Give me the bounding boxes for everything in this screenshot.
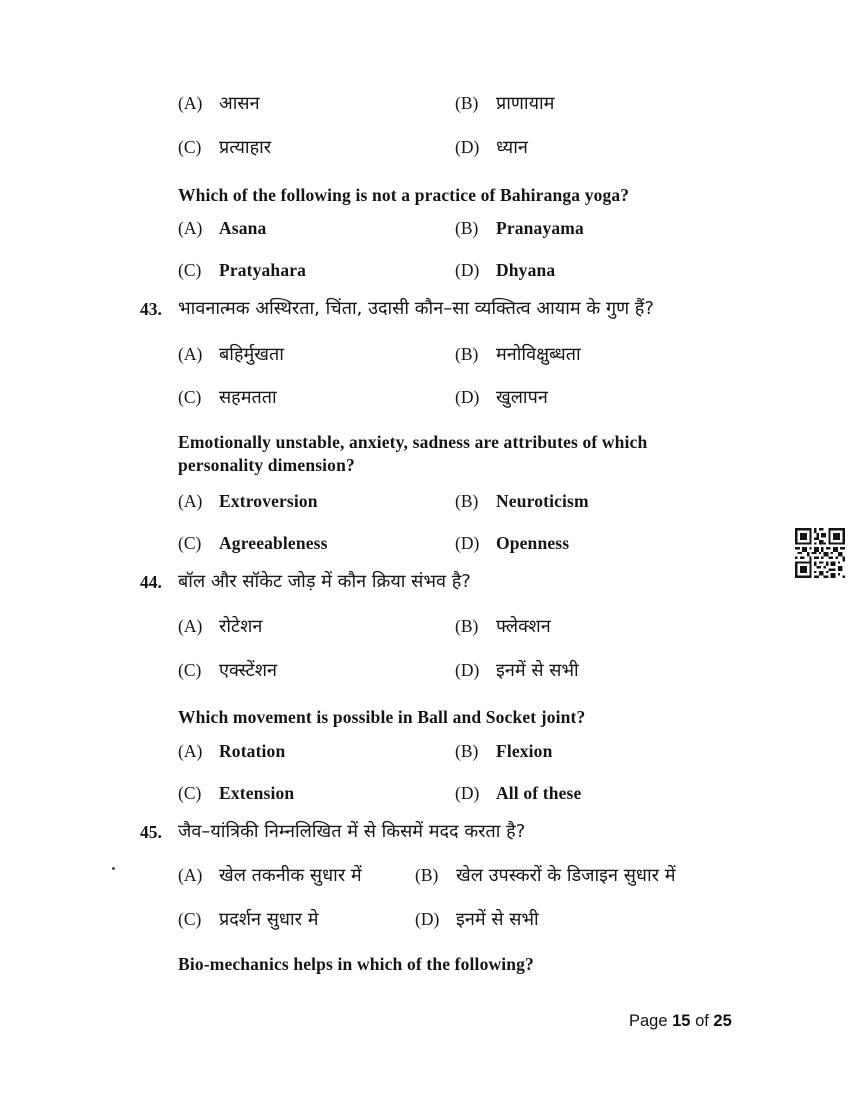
option-row xyxy=(178,659,753,683)
option-row xyxy=(178,92,753,116)
option-d xyxy=(455,659,579,683)
option-letter: (C) xyxy=(178,909,202,929)
option-c xyxy=(178,659,455,683)
option-text: बहिर्मुखता xyxy=(219,344,284,365)
option-letter: (D) xyxy=(415,909,440,929)
option-letter: (B) xyxy=(455,218,479,238)
option-a xyxy=(178,490,455,513)
option-row xyxy=(178,343,753,367)
option-row xyxy=(178,782,753,805)
option-letter: (B) xyxy=(455,344,479,364)
option-c xyxy=(178,908,415,932)
option-c xyxy=(178,136,455,160)
option-text: इनमें से सभी xyxy=(496,660,579,681)
option-a xyxy=(178,864,415,888)
option-text: Pranayama xyxy=(496,218,584,238)
option-text: खेल तकनीक सुधार में xyxy=(219,865,362,886)
question-text-hindi: बॉल और सॉकेट जोड़ में कौन क्रिया संभव है? xyxy=(178,571,471,592)
option-text: प्राणायाम xyxy=(496,93,555,114)
option-row xyxy=(178,490,753,513)
question-number: 43. xyxy=(140,299,162,319)
option-letter: (B) xyxy=(455,93,479,113)
option-letter: (A) xyxy=(178,344,203,364)
option-text: एक्स्टेंशन xyxy=(219,660,277,681)
option-b xyxy=(455,490,589,513)
option-text: आसन xyxy=(219,93,260,114)
option-row xyxy=(178,136,753,160)
footer-total-pages: 25 xyxy=(713,1012,732,1030)
option-text: Agreeableness xyxy=(219,533,328,553)
option-text: इनमें से सभी xyxy=(456,909,539,930)
option-a xyxy=(178,740,455,763)
option-d xyxy=(455,386,548,410)
scan-artifact-dot xyxy=(112,867,115,870)
option-letter: (D) xyxy=(455,260,480,280)
option-text: मनोविक्षुब्धता xyxy=(496,344,581,365)
option-row xyxy=(178,908,753,932)
option-letter: (B) xyxy=(455,741,479,761)
option-letter: (D) xyxy=(455,533,480,553)
option-text: प्रदर्शन सुधार मे xyxy=(219,909,319,930)
option-b xyxy=(455,92,554,116)
footer-page-label: Page xyxy=(629,1012,673,1030)
option-letter: (D) xyxy=(455,783,480,803)
option-row xyxy=(178,864,753,888)
option-text: Extension xyxy=(219,783,295,803)
option-text: Rotation xyxy=(219,741,286,761)
footer-of-label: of xyxy=(690,1012,714,1030)
option-b xyxy=(455,343,581,367)
option-text: फ्लेक्शन xyxy=(496,616,551,637)
option-c xyxy=(178,532,455,555)
option-b xyxy=(415,864,675,888)
option-a xyxy=(178,615,455,639)
question-row xyxy=(140,570,752,594)
option-letter: (B) xyxy=(455,491,479,511)
option-letter: (D) xyxy=(455,660,480,680)
question-number: 44. xyxy=(140,572,162,592)
option-letter: (C) xyxy=(178,137,202,157)
option-d xyxy=(455,259,555,282)
page-footer xyxy=(629,1011,732,1032)
option-text: Dhyana xyxy=(496,260,556,280)
option-a xyxy=(178,343,455,367)
option-text: सहमतता xyxy=(219,387,277,408)
option-text: खुलापन xyxy=(496,387,548,408)
option-letter: (B) xyxy=(415,865,439,885)
qr-code-icon xyxy=(794,528,846,578)
option-b xyxy=(455,615,551,639)
option-b xyxy=(455,740,552,763)
question-row xyxy=(140,297,752,321)
option-a xyxy=(178,217,455,240)
option-letter: (D) xyxy=(455,137,480,157)
option-text: खेल उपस्करों के डिजाइन सुधार में xyxy=(456,865,676,886)
option-letter: (A) xyxy=(178,93,203,113)
option-letter: (C) xyxy=(178,387,202,407)
option-row xyxy=(178,386,753,410)
option-text: All of these xyxy=(496,783,582,803)
option-text: Extroversion xyxy=(219,491,318,511)
option-letter: (C) xyxy=(178,533,202,553)
option-text: Asana xyxy=(219,218,267,238)
question-text-english: Emotionally unstable, anxiety, sadness are attributes of which personality dimension? xyxy=(178,432,648,475)
option-row xyxy=(178,740,753,763)
option-text: Flexion xyxy=(496,741,553,761)
option-letter: (B) xyxy=(455,616,479,636)
question-text-hindi: भावनात्मक अस्थिरता, चिंता, उदासी कौन–सा व्यक्तित्व आयाम के गुण हैं? xyxy=(178,298,654,319)
option-letter: (A) xyxy=(178,741,203,761)
option-d xyxy=(455,532,569,555)
option-text: Neuroticism xyxy=(496,491,589,511)
option-d xyxy=(455,136,528,160)
option-letter: (A) xyxy=(178,865,203,885)
question-row xyxy=(140,820,752,844)
question-number: 45. xyxy=(140,822,162,842)
question-text-english: Which movement is possible in Ball and Socket joint? xyxy=(178,707,586,727)
option-text: Pratyahara xyxy=(219,260,307,280)
option-letter: (D) xyxy=(455,387,480,407)
option-letter: (C) xyxy=(178,660,202,680)
option-c xyxy=(178,259,455,282)
option-c xyxy=(178,782,455,805)
option-letter: (A) xyxy=(178,616,203,636)
question-text-hindi: जैव–यांत्रिकी निम्नलिखित में से किसमें मदद करता है? xyxy=(178,821,526,842)
option-text: ध्यान xyxy=(496,137,528,158)
option-letter: (C) xyxy=(178,260,202,280)
option-text: Openness xyxy=(496,533,570,553)
option-d xyxy=(455,782,581,805)
option-row xyxy=(178,615,753,639)
question-text-english: Bio-mechanics helps in which of the following? xyxy=(178,954,534,974)
option-text: रोटेशन xyxy=(219,616,263,637)
option-row xyxy=(178,217,753,240)
option-b xyxy=(455,217,584,240)
option-c xyxy=(178,386,455,410)
option-row xyxy=(178,259,753,282)
option-letter: (A) xyxy=(178,218,203,238)
footer-current-page: 15 xyxy=(672,1012,691,1030)
option-letter: (C) xyxy=(178,783,202,803)
option-d xyxy=(415,908,539,932)
option-row xyxy=(178,532,753,555)
option-a xyxy=(178,92,455,116)
option-text: प्रत्याहार xyxy=(219,137,272,158)
option-letter: (A) xyxy=(178,491,203,511)
question-text-english: Which of the following is not a practice of Bahiranga yoga? xyxy=(178,185,630,205)
